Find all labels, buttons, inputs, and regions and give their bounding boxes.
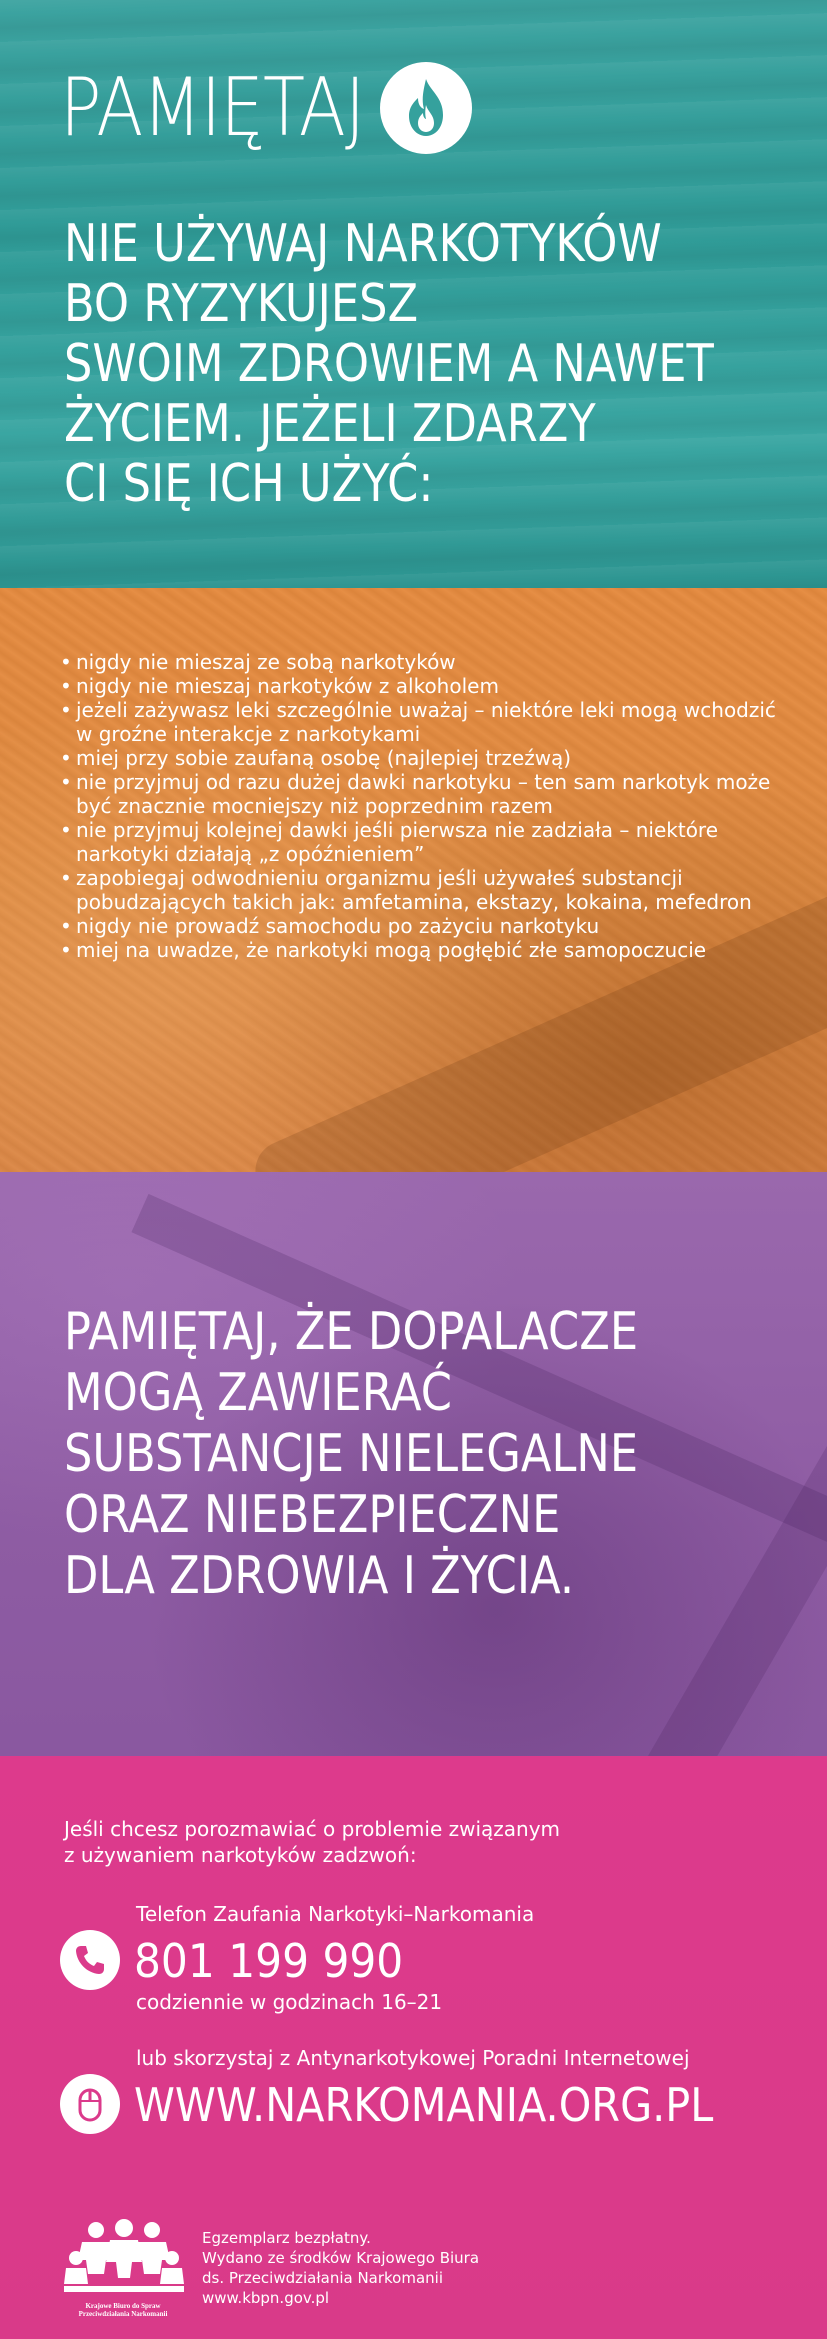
lead-line: z używaniem narkotyków zadzwoń: <box>64 1843 417 1867</box>
intro-line: NIE UŻYWAJ NARKOTYKÓW <box>64 214 662 274</box>
intro-section <box>0 0 827 588</box>
contact-section <box>0 1756 827 2339</box>
intro-line: CI SIĘ ICH UŻYĆ: <box>64 454 434 514</box>
online-label: lub skorzystaj z Antynarkotykowej Poradni Internetowej <box>136 2046 690 2070</box>
warning-line: PAMIĘTAJ, ŻE DOPALACZE <box>64 1302 639 1362</box>
advice-item: • nie przyjmuj od razu dużej dawki narkotyku – ten sam narkotyk może być znacznie mocniejszy niż poprzednim razem <box>60 770 790 818</box>
intro-line: SWOIM ZDROWIEM A NAWET <box>64 334 714 394</box>
warning-line: DLA ZDROWIA I ŻYCIA. <box>64 1546 575 1606</box>
advice-item: • nie przyjmuj kolejnej dawki jeśli pierwsza nie zadziała – niektóre narkotyki działają „z opóźnieniem” <box>60 818 790 866</box>
phone-icon <box>60 1930 120 1990</box>
title-row <box>60 62 472 154</box>
warning-line: ORAZ NIEBEZPIECZNE <box>64 1485 561 1545</box>
footer-line: Egzemplarz bezpłatny. <box>202 2229 371 2247</box>
logo-caption-line: Przeciwdziałania Narkomanii <box>78 2310 168 2318</box>
helpline-label: Telefon Zaufania Narkotyki–Narkomania <box>136 1902 535 1926</box>
intro-line: BO RYZYKUJESZ <box>64 274 419 334</box>
warning-line: MOGĄ ZAWIERAĆ <box>64 1363 452 1423</box>
footer-link[interactable]: www.kbpn.gov.pl <box>202 2289 330 2307</box>
footer-line: Wydano ze środków Krajowego Biura <box>202 2249 480 2267</box>
phone-number[interactable]: 801 199 990 <box>134 1934 404 1988</box>
advice-item: • nigdy nie prowadź samochodu po zażyciu narkotyku <box>60 914 790 938</box>
advice-item: • nigdy nie mieszaj narkotyków z alkoholem <box>60 674 790 698</box>
advice-item: • jeżeli zażywasz leki szczególnie uważaj – niektóre leki mogą wchodzić w groźne interakcje z narkotykami <box>60 698 790 746</box>
advice-list <box>60 650 790 962</box>
advice-item: • miej na uwadze, że narkotyki mogą pogłębić złe samopoczucie <box>60 938 790 962</box>
intro-line: ŻYCIEM. JEŻELI ZDARZY <box>64 394 596 454</box>
contact-lead <box>64 1816 560 1868</box>
warning-section <box>0 1172 827 1756</box>
helpline-hours: codziennie w godzinach 16–21 <box>136 1990 443 2014</box>
logo-caption <box>58 2302 188 2318</box>
flame-icon <box>380 62 472 154</box>
warning-text <box>64 1302 718 1607</box>
website-link[interactable]: WWW.NARKOMANIA.ORG.PL <box>134 2078 714 2132</box>
footer-line: ds. Przeciwdziałania Narkomanii <box>202 2269 444 2287</box>
advice-item: • zapobiegaj odwodnieniu organizmu jeśli używałeś substancji pobudzających takich jak: amfetamina, ekstazy, kokaina, mefedron <box>60 866 790 914</box>
intro-text <box>64 214 714 514</box>
advice-section <box>0 588 827 1172</box>
logo-caption-line: Krajowe Biuro do Spraw <box>85 2302 161 2310</box>
warning-line: SUBSTANCJE NIELEGALNE <box>64 1424 639 1484</box>
lead-line: Jeśli chcesz porozmawiać o problemie związanym <box>64 1817 561 1841</box>
footer-text <box>202 2228 479 2308</box>
kbpn-logo <box>60 2218 188 2306</box>
advice-item: • nigdy nie mieszaj ze sobą narkotyków <box>60 650 790 674</box>
mouse-icon <box>60 2074 120 2134</box>
page-title: PAMIĘTAJ <box>60 61 365 154</box>
advice-item: • miej przy sobie zaufaną osobę (najlepiej trzeźwą) <box>60 746 790 770</box>
